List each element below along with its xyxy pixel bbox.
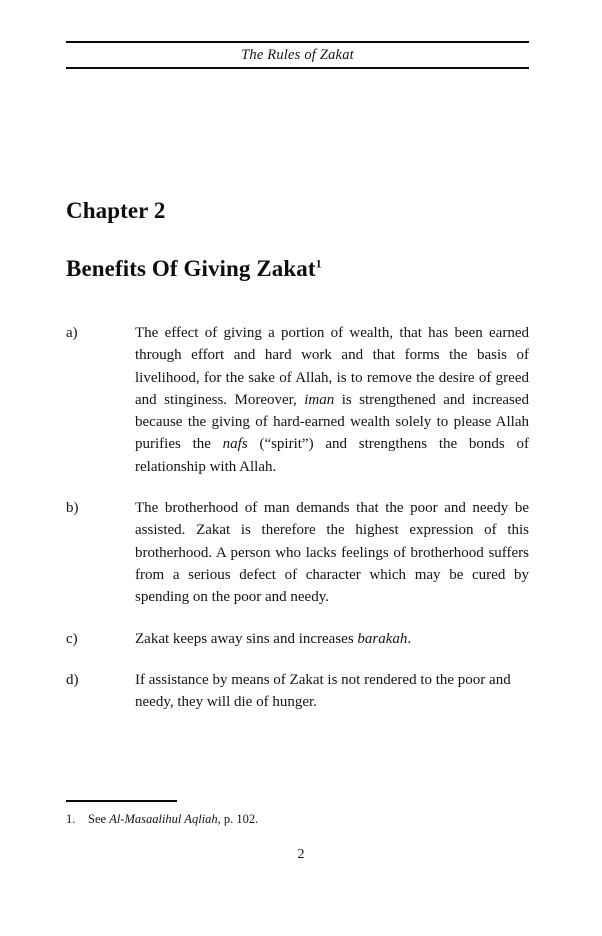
list-item bbox=[66, 669, 529, 714]
header-rule-bottom bbox=[66, 67, 529, 69]
benefits-list bbox=[66, 322, 529, 732]
text-run: is strengthened and increased because the giving of hard-earned wealth solely to please Allah purifies the bbox=[135, 391, 530, 453]
list-item-marker: a) bbox=[66, 325, 78, 341]
emphasised-term: Al-Masaalihul Aqliah bbox=[109, 812, 218, 826]
text-run: The effect of giving a portion of wealth, that has been earned through effort and hard work and that forms the basis of livelihood, for the sake of Allah, is to remove the desire of greed and stinginess. Moreover, bbox=[135, 325, 529, 408]
text-run: (“spirit”) and strengthens the bonds of relationship with Allah. bbox=[135, 436, 529, 475]
footnote-entry bbox=[66, 811, 529, 827]
footnote-section bbox=[66, 800, 529, 827]
emphasised-term: barakah bbox=[357, 630, 408, 647]
list-item-marker: c) bbox=[66, 630, 78, 647]
list-item-text bbox=[135, 669, 529, 714]
list-item bbox=[66, 497, 529, 608]
chapter-title-text: Benefits Of Giving Zakat bbox=[66, 256, 316, 281]
emphasised-term: iman bbox=[304, 391, 335, 408]
running-header bbox=[66, 41, 529, 69]
text-run: If assistance by means of Zakat is not rendered to the poor and needy, they will die of hunger. bbox=[135, 671, 511, 711]
page-number: 2 bbox=[297, 847, 305, 862]
text-run: The brotherhood of man demands that the poor and needy be assisted. Zakat is therefore the highest expression of this brotherhood. A person who lacks feelings of brotherhood suffers from a serious defect of character which may be cured by spending on the poor and needy. bbox=[135, 500, 529, 606]
page-title bbox=[66, 256, 322, 282]
list-item-marker: d) bbox=[66, 671, 79, 688]
list-item-marker: b) bbox=[66, 500, 79, 517]
chapter-label: Chapter 2 bbox=[66, 198, 166, 223]
text-run: . bbox=[407, 630, 412, 647]
text-run: See bbox=[88, 812, 110, 826]
text-run: , p. 102. bbox=[217, 812, 259, 826]
running-header-title: The Rules of Zakat bbox=[241, 47, 354, 63]
list-item-text bbox=[135, 628, 529, 650]
footnote-separator-rule bbox=[66, 800, 177, 802]
chapter-title-footnote-marker: 1 bbox=[315, 256, 322, 271]
list-item bbox=[66, 322, 529, 478]
footnote-number: 1. bbox=[66, 812, 76, 826]
list-item-text bbox=[135, 497, 529, 608]
emphasised-term: nafs bbox=[222, 436, 248, 453]
footnote-text bbox=[88, 811, 258, 827]
list-item-text bbox=[135, 322, 529, 478]
text-run: Zakat keeps away sins and increases bbox=[135, 630, 358, 647]
list-item bbox=[66, 628, 529, 650]
